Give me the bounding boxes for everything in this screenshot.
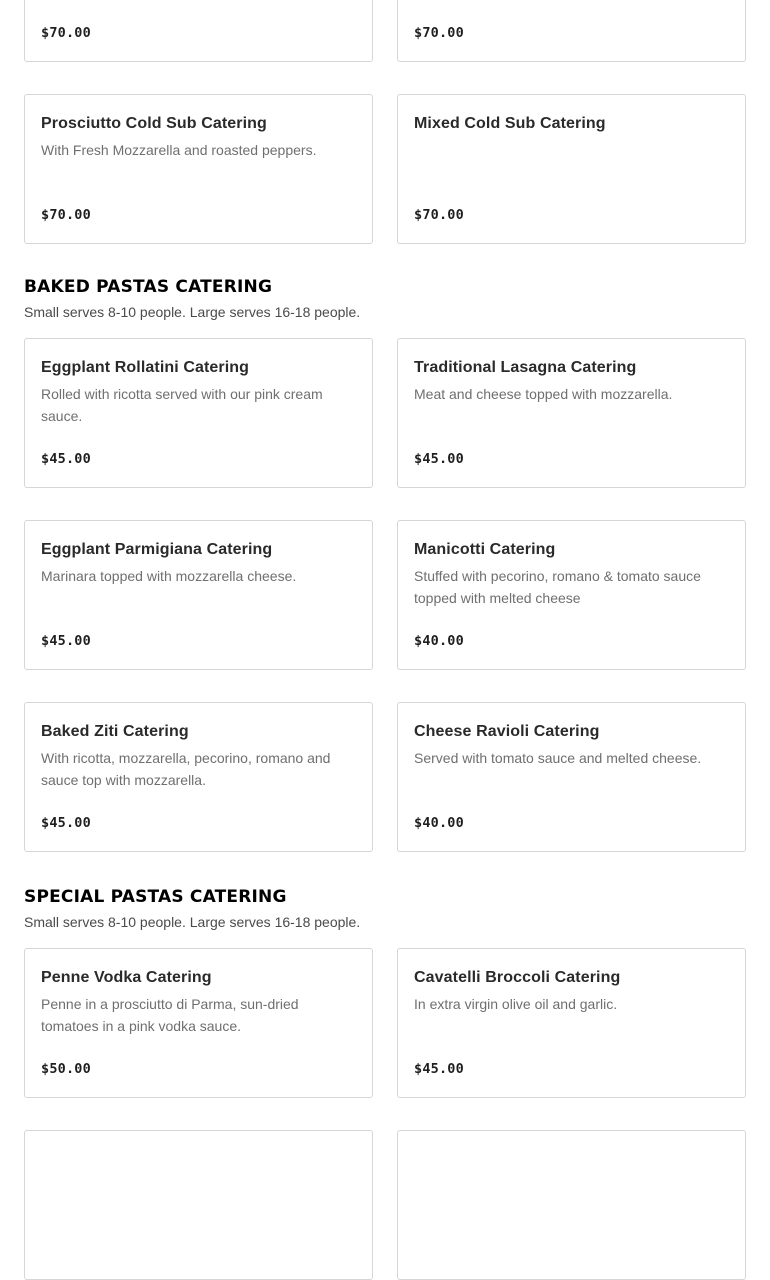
baked-pastas-grid xyxy=(24,338,746,852)
menu-item-card[interactable] xyxy=(24,94,373,244)
section-title: BAKED PASTAS CATERING xyxy=(24,277,273,297)
menu-item-card[interactable] xyxy=(24,948,373,1098)
menu-item-card[interactable] xyxy=(397,0,746,62)
menu-item-price: $70.00 xyxy=(414,207,464,223)
catering-menu xyxy=(24,0,746,1280)
menu-item-description: Penne in a prosciutto di Parma, sun-dried tomatoes in a pink vodka sauce. xyxy=(41,996,299,1034)
menu-item-card[interactable] xyxy=(397,338,746,488)
cold-subs-grid xyxy=(24,0,746,244)
menu-item-price: $70.00 xyxy=(414,25,464,41)
menu-item-card[interactable] xyxy=(397,1130,746,1280)
menu-item-description: Rolled with ricotta served with our pink cream sauce. xyxy=(41,386,323,424)
menu-item-card[interactable] xyxy=(397,520,746,670)
menu-item-card[interactable] xyxy=(397,702,746,852)
menu-item-card[interactable] xyxy=(24,520,373,670)
menu-item-card[interactable] xyxy=(397,948,746,1098)
menu-item-description: Served with tomato sauce and melted cheese. xyxy=(414,750,702,766)
menu-item-description: Meat and cheese topped with mozzarella. xyxy=(414,386,673,402)
section-note: Small serves 8-10 people. Large serves 16-18 people. xyxy=(24,914,361,930)
baked-pastas-section xyxy=(24,276,746,852)
menu-item-name: Eggplant Parmigiana Catering xyxy=(41,541,273,558)
section-header xyxy=(24,276,746,321)
menu-item-card[interactable] xyxy=(397,94,746,244)
menu-item-name: Manicotti Catering xyxy=(414,541,556,558)
menu-item-card[interactable] xyxy=(24,1130,373,1280)
section-header xyxy=(24,886,746,931)
menu-item-description: Stuffed with pecorino, romano & tomato sauce topped with melted cheese xyxy=(414,568,701,606)
menu-item-price: $50.00 xyxy=(41,1061,91,1077)
menu-item-name: Cheese Ravioli Catering xyxy=(414,723,600,740)
menu-item-name: Mixed Cold Sub Catering xyxy=(414,115,606,132)
menu-item-price: $40.00 xyxy=(414,633,464,649)
menu-item-price: $45.00 xyxy=(41,633,91,649)
menu-item-description: Marinara topped with mozzarella cheese. xyxy=(41,568,297,584)
menu-item-name: Baked Ziti Catering xyxy=(41,723,189,740)
menu-item-price: $70.00 xyxy=(41,207,91,223)
menu-item-name: Penne Vodka Catering xyxy=(41,969,212,986)
menu-item-price: $45.00 xyxy=(41,815,91,831)
menu-item-price: $70.00 xyxy=(41,25,91,41)
special-pastas-grid xyxy=(24,948,746,1280)
menu-item-description: With Fresh Mozzarella and roasted peppers. xyxy=(41,142,317,158)
special-pastas-section xyxy=(24,886,746,1280)
menu-item-name: Prosciutto Cold Sub Catering xyxy=(41,115,267,132)
menu-item-card[interactable] xyxy=(24,338,373,488)
menu-item-card[interactable] xyxy=(24,702,373,852)
menu-item-card[interactable] xyxy=(24,0,373,62)
menu-item-description: With ricotta, mozzarella, pecorino, romano and sauce top with mozzarella. xyxy=(41,750,331,788)
menu-item-price: $45.00 xyxy=(414,1061,464,1077)
menu-item-description: In extra virgin olive oil and garlic. xyxy=(414,996,618,1012)
menu-item-price: $45.00 xyxy=(41,451,91,467)
menu-item-price: $40.00 xyxy=(414,815,464,831)
section-note: Small serves 8-10 people. Large serves 16-18 people. xyxy=(24,304,361,320)
menu-item-price: $45.00 xyxy=(414,451,464,467)
menu-item-name: Traditional Lasagna Catering xyxy=(414,359,637,376)
menu-item-name: Cavatelli Broccoli Catering xyxy=(414,969,621,986)
menu-item-name: Eggplant Rollatini Catering xyxy=(41,359,250,376)
section-title: SPECIAL PASTAS CATERING xyxy=(24,887,287,907)
